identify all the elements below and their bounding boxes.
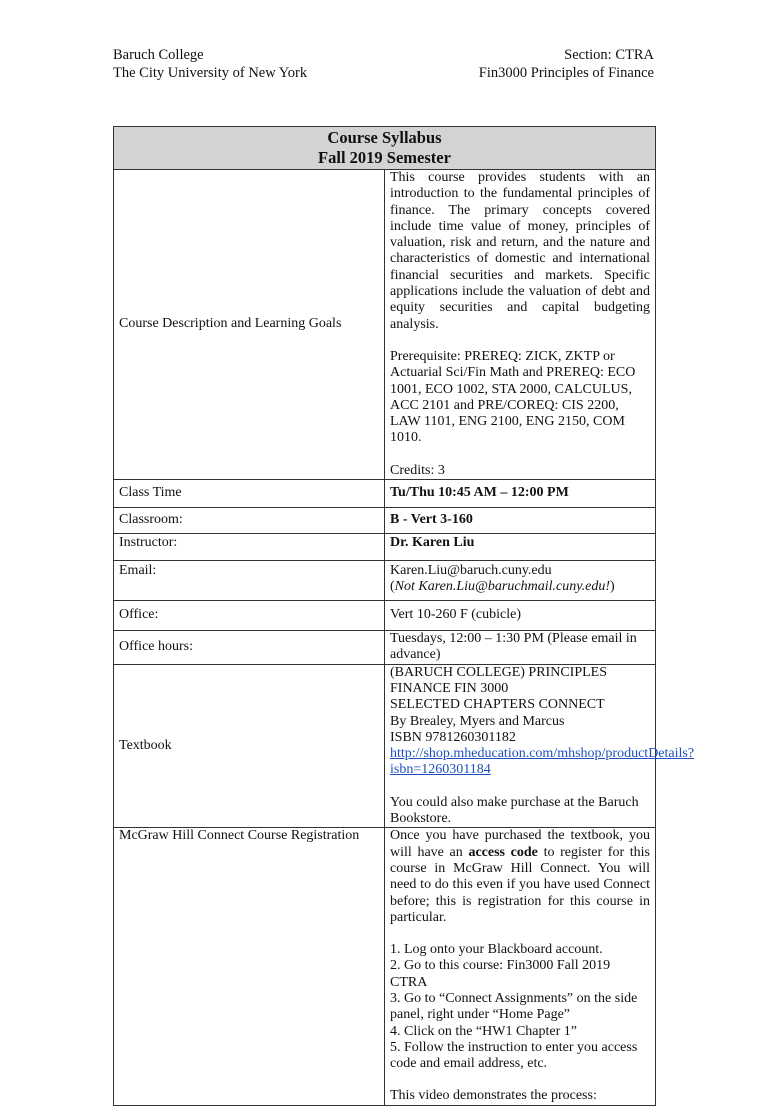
- step-3: 3. Go to “Connect Assignments” on the side panel, right under “Home Page”: [390, 990, 638, 1023]
- office-label: Office:: [114, 601, 385, 631]
- step-2: 2. Go to this course: Fin3000 Fall 2019 CTRA: [390, 958, 611, 990]
- instructor-row: [114, 534, 656, 561]
- classroom-value: B - Vert 3-160: [385, 508, 656, 534]
- prerequisite-text: Prerequisite: PREREQ: ZICK, ZKTP or Actuarial Sci/Fin Math and PREREQ: ECO 1001, ECO 1002, STA 2000, CALCULUS, ACC 2101 and PRE/COREQ: CIS 2200, LAW 1101, ENG 2100, ENG 2150, COM 1010.: [390, 348, 636, 446]
- connect-intro: Once you have purchased the textbook, you will have an access code to register for this course in McGraw Hill Connect. You will need to do this even if you have used Connect before; this is registration for this course in particular.: [390, 828, 651, 925]
- section-label: Section: CTRA: [564, 47, 654, 63]
- connect-cell: [385, 828, 656, 1105]
- description-label: Course Description and Learning Goals: [114, 170, 385, 480]
- step-1: 1. Log onto your Blackboard account.: [390, 942, 603, 958]
- textbook-link[interactable]: http://shop.mheducation.com/mhshop/productDetails?isbn=1260301184: [390, 746, 695, 778]
- textbook-row: [114, 664, 656, 828]
- university-name: The City University of New York: [113, 65, 308, 81]
- office-hours-row: [114, 631, 656, 665]
- textbook-cell: [385, 664, 695, 828]
- semester-title: Fall 2019 Semester: [318, 148, 451, 167]
- college-name: Baruch College: [113, 47, 204, 63]
- title-cell: [114, 127, 656, 170]
- office-hours-value: Tuesdays, 12:00 – 1:30 PM (Please email in advance): [385, 631, 656, 665]
- textbook-title-line1: (BARUCH COLLEGE) PRINCIPLES FINANCE FIN 3000: [390, 664, 608, 696]
- office-value: Vert 10-260 F (cubicle): [385, 601, 656, 631]
- header-right: [479, 46, 654, 82]
- instructor-label: Instructor:: [114, 534, 385, 561]
- description-row: [114, 170, 656, 480]
- connect-row: [114, 828, 656, 1105]
- class-time-label: Class Time: [114, 480, 385, 508]
- classroom-label: Classroom:: [114, 508, 385, 534]
- syllabus-table: [113, 126, 695, 1106]
- email-note: (Not Karen.Liu@baruchmail.cuny.edu!): [390, 579, 615, 595]
- textbook-title-line2: SELECTED CHAPTERS CONNECT: [390, 697, 605, 713]
- description-cell: [385, 170, 656, 480]
- instructor-value: Dr. Karen Liu: [385, 534, 656, 561]
- textbook-authors: By Brealey, Myers and Marcus: [390, 713, 565, 729]
- syllabus-title: Course Syllabus: [327, 128, 442, 147]
- email-address[interactable]: Karen.Liu@baruch.cuny.edu: [390, 563, 552, 579]
- step-4: 4. Click on the “HW1 Chapter 1”: [390, 1023, 578, 1039]
- bookstore-text: You could also make purchase at the Baruch Bookstore.: [390, 794, 639, 827]
- credits-text: Credits: 3: [390, 462, 445, 478]
- video-text: This video demonstrates the process:: [390, 1088, 597, 1104]
- email-label: Email:: [114, 561, 385, 601]
- header-left: [113, 46, 307, 82]
- class-time-value: Tu/Thu 10:45 AM – 12:00 PM: [385, 480, 656, 508]
- textbook-isbn: ISBN 9781260301182: [390, 729, 516, 745]
- course-name: Fin3000 Principles of Finance: [478, 65, 654, 81]
- email-row: [114, 561, 656, 601]
- class-time-row: [114, 480, 656, 508]
- classroom-row: [114, 508, 656, 534]
- office-hours-label: Office hours:: [114, 631, 385, 665]
- connect-label: McGraw Hill Connect Course Registration: [114, 828, 385, 1105]
- email-cell: [385, 561, 656, 601]
- access-code-emphasis: access code: [468, 844, 538, 860]
- description-text: This course provides students with an introduction to the fundamental principles of finance. The primary concepts covered include time value of money, principles of valuation, risk and return, and the nature and characteristics of domestic and international financial securities and markets. Specific applications include the valuation of debt and equity securities and capital budgeting analysis.: [390, 170, 650, 332]
- step-5: 5. Follow the instruction to enter you access code and email address, etc.: [390, 1039, 638, 1072]
- office-row: [114, 601, 656, 631]
- textbook-label: Textbook: [114, 664, 385, 828]
- title-row: [114, 127, 656, 170]
